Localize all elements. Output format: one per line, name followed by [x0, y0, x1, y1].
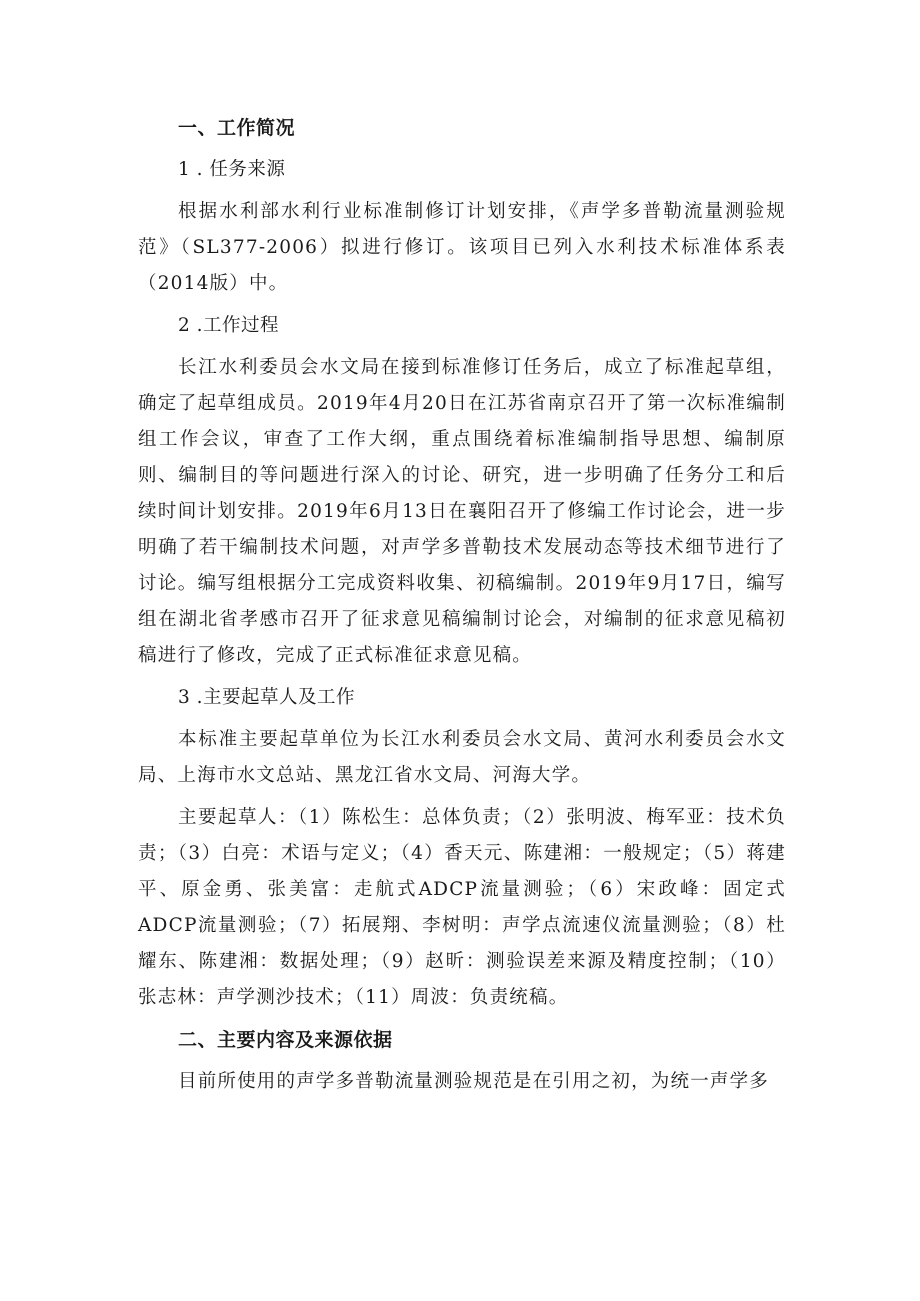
paragraph-drafters-list: 主要起草人：（1）陈松生：总体负责；（2）张明波、梅军亚：技术负责；（3）白亮：术语与定义；（4）香天元、陈建湘：一般规定；（5）蒋建平、原金勇、张美富：走航式ADCP流量测验；（6）宋政峰：固定式ADCP流量测验；（7）拓展翔、李树明：声学点流速仪流量测验；（8）杜耀东、陈建湘：数据处理；（9）赵昕：测验误差来源及精度控制；（10）张志林：声学测沙技术；（11）周波：负责统稿。	[138, 807, 786, 1008]
paragraph-task-source: 根据水利部水利行业标准制修订计划安排，《声学多普勒流量测验规范》（SL377-2006）拟进行修订。该项目已列入水利技术标准体系表（2014版）中。	[138, 201, 786, 294]
paragraph-main-content: 目前所使用的声学多普勒流量测验规范是在引用之初，为统一声学多	[178, 1071, 770, 1092]
subheading-task-source: 1 . 任务来源	[178, 159, 286, 180]
paragraph-work-process: 长江水利委员会水文局在接到标准修订任务后，成立了标准起草组，确定了起草组成员。2019年4月20日在江苏省南京召开了第一次标准编制组工作会议，审查了工作大纲，重点围绕着标准编制指导思想、编制原则、编制目的等问题进行深入的讨论、研究，进一步明确了任务分工和后续时间计划安排。2019年6月13日在襄阳召开了修编工作讨论会，进一步明确了若干编制技术问题，对声学多普勒技术发展动态等技术细节进行了讨论。编写组根据分工完成资料收集、初稿编制。2019年9月17日，编写组在湖北省孝感市召开了征求意见稿编制讨论会，对编制的征求意见稿初稿进行了修改，完成了正式标准征求意见稿。	[138, 357, 786, 666]
document-body	[138, 110, 786, 1106]
paragraph-drafting-units: 本标准主要起草单位为长江水利委员会水文局、黄河水利委员会水文局、上海市水文总站、黑龙江省水文局、河海大学。	[138, 729, 786, 786]
section-heading-main-content: 二、主要内容及来源依据	[178, 1029, 393, 1051]
section-heading-work-overview: 一、工作简况	[178, 117, 296, 139]
subheading-work-process: 2 .工作过程	[178, 315, 280, 336]
subheading-main-drafters: 3 .主要起草人及工作	[178, 687, 356, 708]
